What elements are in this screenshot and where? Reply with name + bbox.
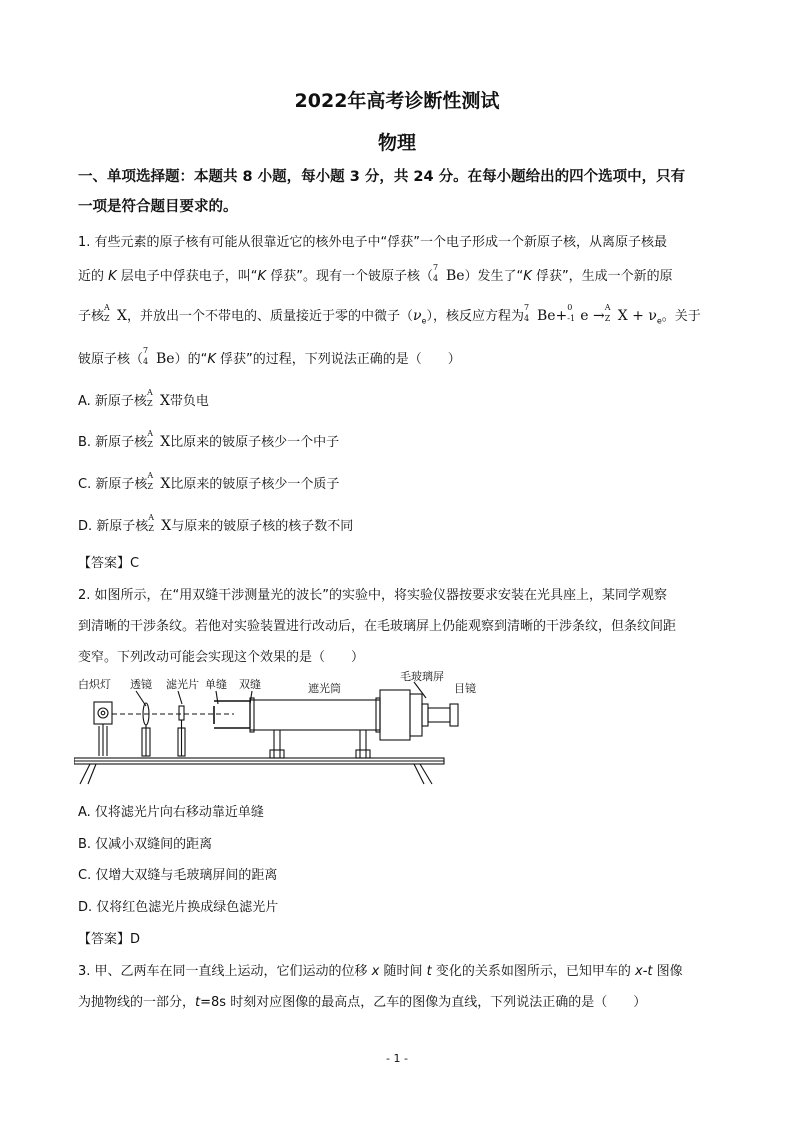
q2-option-d: D. 仅将红色滤光片换成绿色滤光片 bbox=[78, 900, 279, 915]
page-number: - 1 - bbox=[386, 1052, 408, 1065]
label-screen: 毛玻璃屏 bbox=[400, 671, 444, 683]
q1-option-d: D. 新原子核 A Z X与原来的铍原子核的核子数不同 bbox=[78, 513, 354, 534]
q1-line1: 1. 有些元素的原子核有可能从很靠近它的核外电子中“俘获”一个电子形成一个新原子核，从离原子核最 bbox=[78, 235, 668, 250]
q1-option-b: B. 新原子核 A Z X比原来的铍原子核少一个中子 bbox=[78, 429, 340, 450]
q1-option-a: A. 新原子核 A Z X带负电 bbox=[78, 388, 209, 409]
q1-option-c: C. 新原子核 A Z X比原来的铍原子核少一个质子 bbox=[78, 471, 340, 492]
label-tube: 遮光筒 bbox=[308, 683, 341, 695]
section-heading-line1: 一、单项选择题：本题共 8 小题，每小题 3 分，共 24 分。在每小题给出的四个选项中，只有 bbox=[78, 169, 686, 185]
label-eyepiece: 目镜 bbox=[454, 683, 476, 695]
section-heading-line2: 一项是符合题目要求的。 bbox=[78, 199, 238, 215]
q2-line1: 2. 如图所示，在“用双缝干涉测量光的波长”的实验中，将实验仪器按要求安装在光具座上，某同学观察 bbox=[78, 588, 668, 603]
label-lamp: 白炽灯 bbox=[78, 679, 111, 691]
double-slit-apparatus-figure bbox=[74, 668, 494, 788]
q2-line3: 变窄。下列改动可能会实现这个效果的是（ ） bbox=[78, 650, 365, 665]
subject-title: 物理 bbox=[377, 132, 416, 154]
q1-line2: 近的 K 层电子中俘获电子，叫“K 俘获”。现有一个铍原子核（ 7 4 Be）发生了“K 俘获”，生成一个新的原 bbox=[78, 263, 673, 284]
q2-option-a: A. 仅将滤光片向右移动靠近单缝 bbox=[78, 805, 264, 820]
q1-answer: 【答案】C bbox=[78, 556, 140, 571]
q3-line1: 3. 甲、乙两车在同一直线上运动，它们运动的位移 x 随时间 t 变化的关系如图所示，已知甲车的 x-t 图像 bbox=[78, 964, 683, 979]
q2-line2: 到清晰的干涉条纹。若他对实验装置进行改动后，在毛玻璃屏上仍能观察到清晰的干涉条纹，但条纹间距 bbox=[78, 619, 677, 634]
label-double-slit: 双缝 bbox=[239, 679, 261, 691]
q2-option-c: C. 仅增大双缝与毛玻璃屏间的距离 bbox=[78, 868, 278, 883]
q2-answer: 【答案】D bbox=[78, 932, 141, 947]
q2-option-b: B. 仅减小双缝间的距离 bbox=[78, 837, 213, 852]
q1-line4: 铍原子核（ 7 4 Be）的“K 俘获”的过程，下列说法正确的是（ ） bbox=[78, 346, 461, 367]
label-single-slit: 单缝 bbox=[205, 679, 227, 691]
q3-line2: 为抛物线的一部分，t=8s 时刻对应图像的最高点，乙车的图像为直线，下列说法正确的是（ ） bbox=[78, 995, 647, 1010]
q1-line3: 子核 A Z X，并放出一个不带电的、质量接近于零的中微子$(\nu_e)$，核反应方程为 7 4 Be+ 0 -1 e → A Z $X + \nu_e$。关于 bbox=[78, 303, 701, 326]
label-lens: 透镜 bbox=[130, 679, 152, 691]
label-filter: 滤光片 bbox=[166, 679, 199, 691]
page-title: 2022年高考诊断性测试 bbox=[294, 90, 500, 112]
